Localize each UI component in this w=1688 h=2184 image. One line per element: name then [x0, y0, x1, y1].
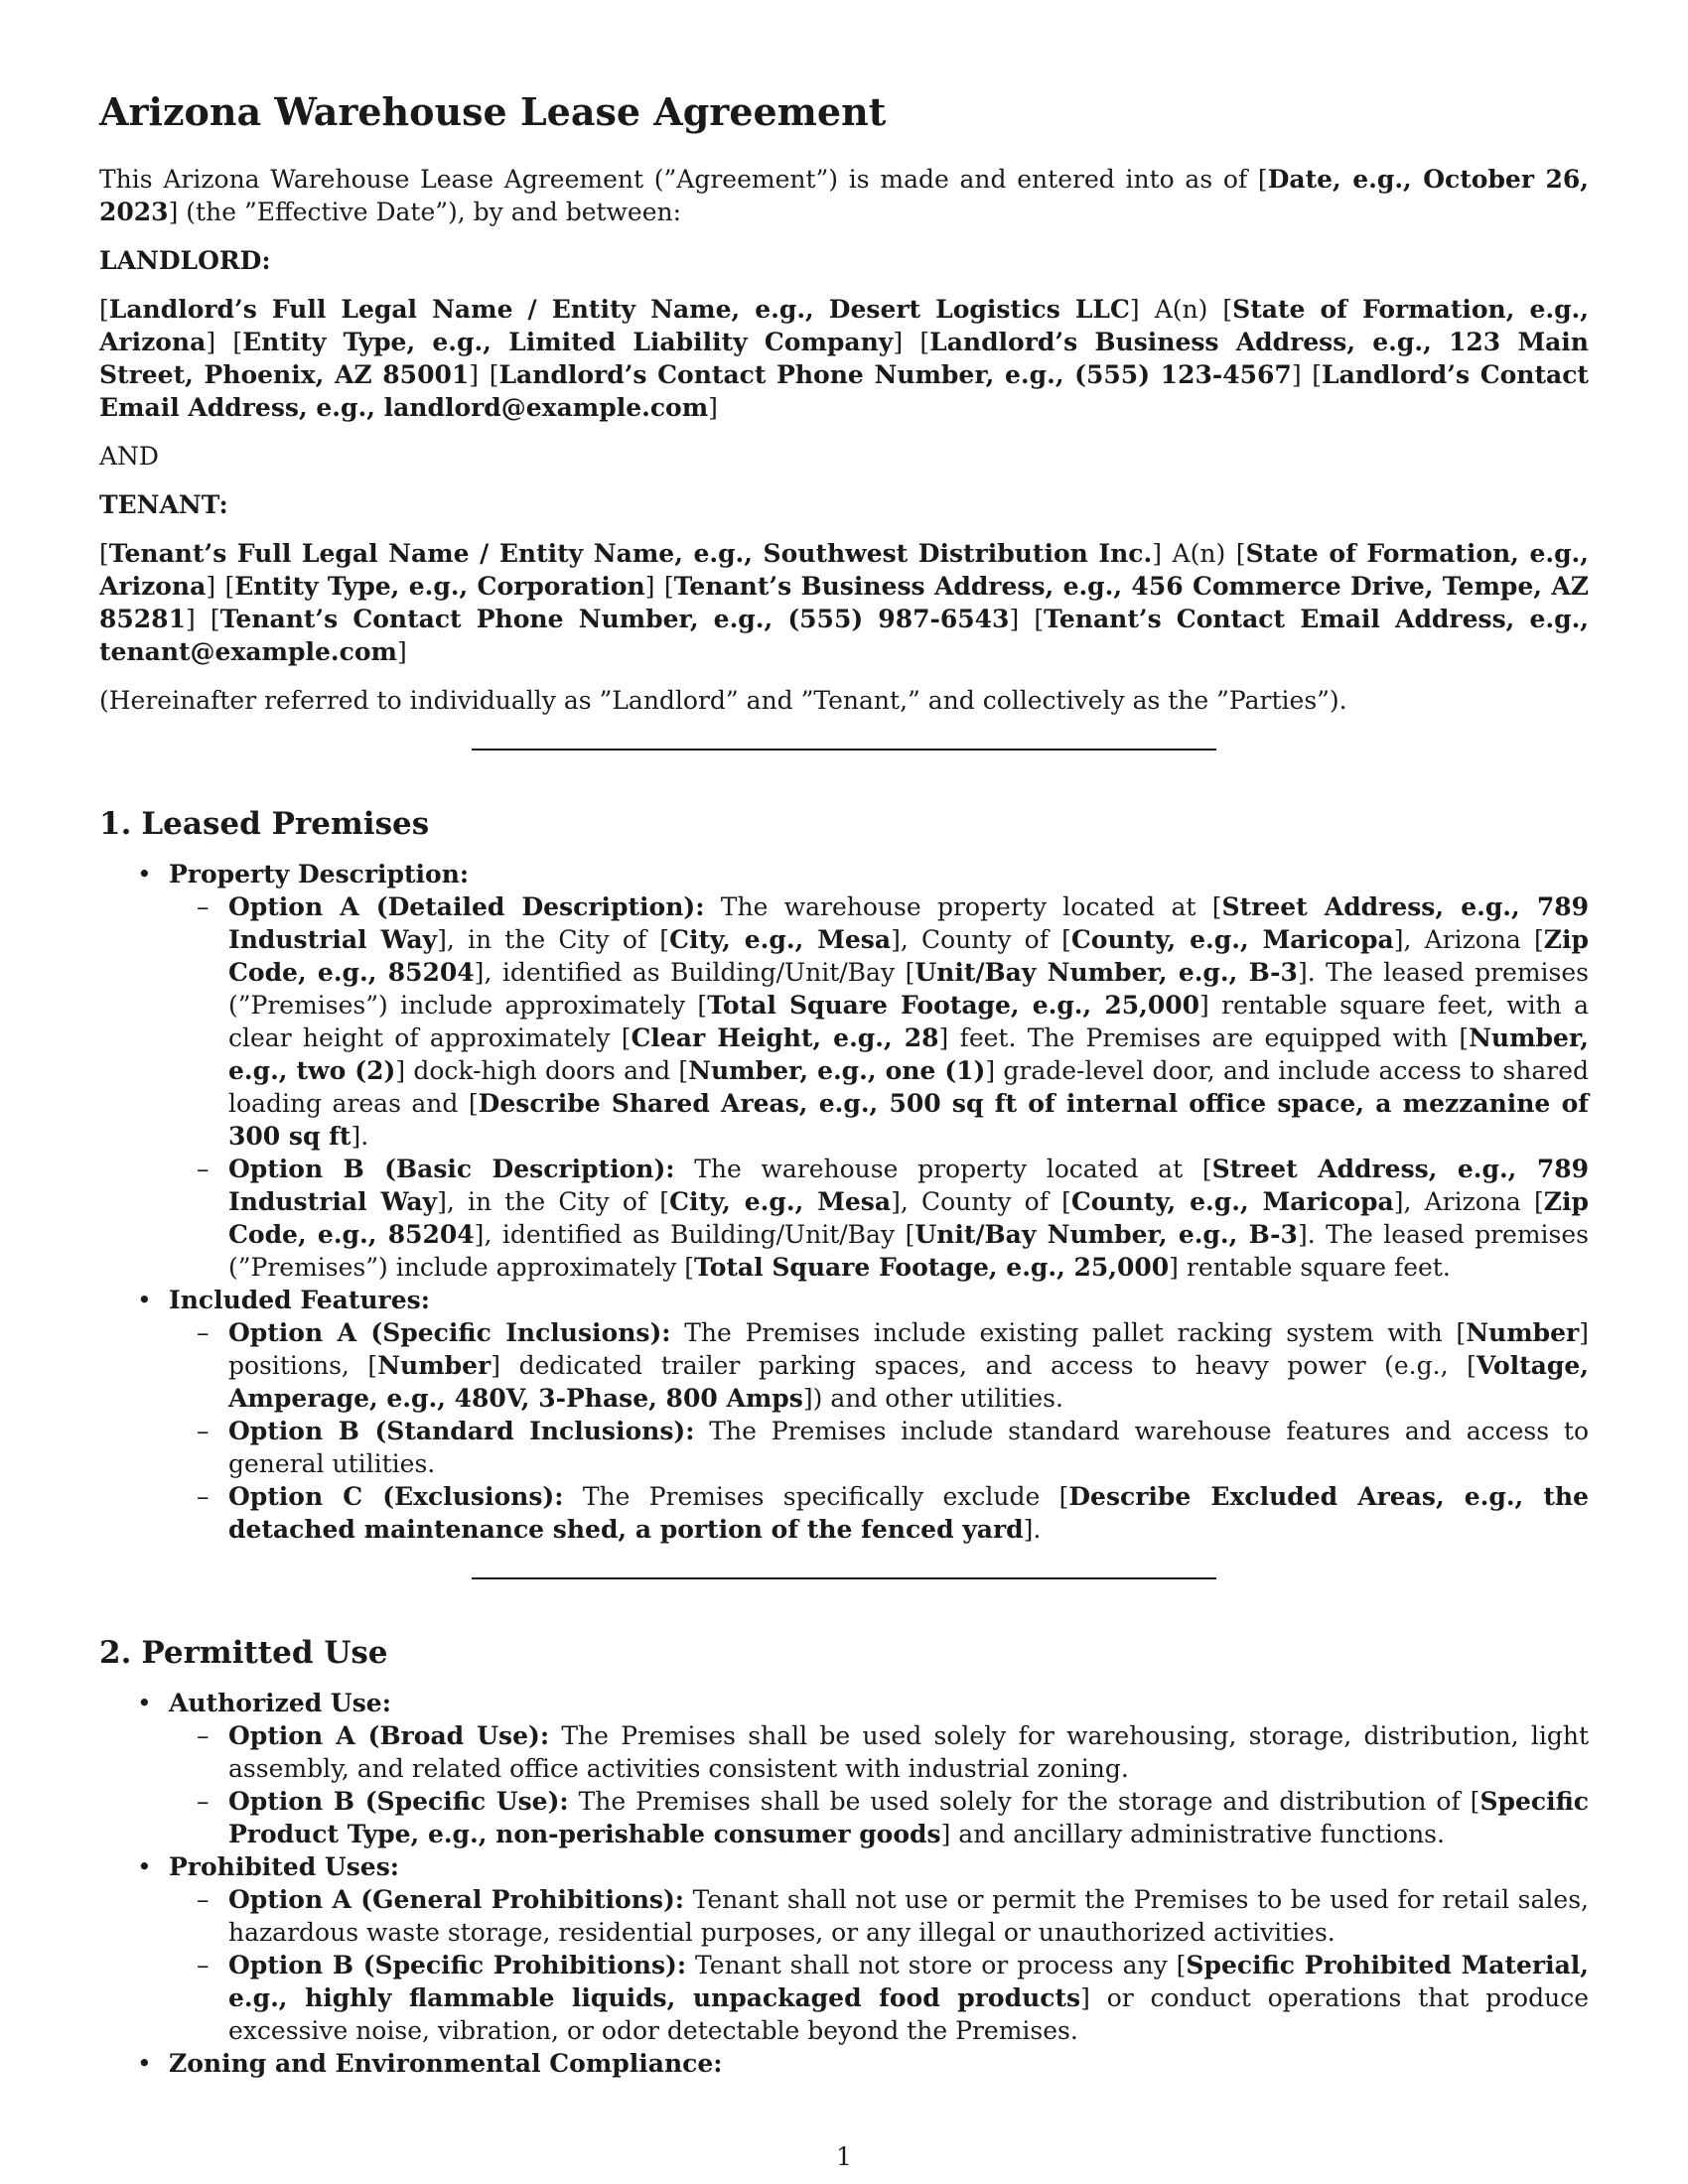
option-list: [169, 890, 1589, 1284]
section-number: 1.: [99, 806, 132, 842]
section-heading: [99, 804, 1589, 844]
option-item: – Option A (General Prohibitions): Tenant shall not use or permit the Premises to be used for retail sales, hazardous waste storage, residential purposes, or any illegal or unauthorized activities.: [169, 1883, 1589, 1949]
tenant-label: TENANT:: [99, 490, 228, 519]
item-heading: • Included Features:: [169, 1286, 430, 1314]
document-title: Arizona Warehouse Lease Agreement: [99, 89, 887, 134]
list-item: [99, 1284, 1589, 1546]
list-item: [99, 2047, 1589, 2080]
option-item: – Option A (Detailed Description): The warehouse property located at [Street Address, e.g., 789 Industrial Way], in the City of [City, e.g., Mesa], County of [County, e.g., Maricopa], Arizona [Zip Code, e.g., 85204], identified as Building/Unit/Bay [Unit/Bay Number, e.g., B-3]. The leased premises (”Premises”) include approximately [Total Square Footage, e.g., 25,000] rentable square feet, with a clear height of approximately [Clear Height, e.g., 28] feet. The Premises are equipped with [Number, e.g., two (2)] dock-high doors and [Number, e.g., one (1)] grade-level door, and include access to shared loading areas and [Describe Shared Areas, e.g., 500 sq ft of internal office space, a mezzanine of 300 sq ft].: [169, 890, 1589, 1153]
item-heading: • Prohibited Uses:: [169, 1852, 400, 1881]
option-list: [169, 1316, 1589, 1546]
section-heading: [99, 1633, 1589, 1673]
section-item-list: [99, 858, 1589, 1546]
section-leased-premises: [99, 804, 1589, 1546]
section-divider: [472, 749, 1216, 751]
section-number: 2.: [99, 1635, 132, 1671]
option-item: – Option A (Specific Inclusions): The Premises include existing pallet racking system with [Number] positions, [Number] dedicated trailer parking spaces, and access to heavy power (e.g., [Voltage, Amperage, e.g., 480V, 3-Phase, 800 Amps]) and other utilities.: [169, 1316, 1589, 1415]
option-list: [169, 1719, 1589, 1850]
option-item: – Option C (Exclusions): The Premises specifically exclude [Describe Excluded Areas, e.g., the detached maintenance shed, a portion of the fenced yard].: [169, 1480, 1589, 1546]
page-number: 1: [836, 2142, 852, 2171]
section-divider: [472, 1577, 1216, 1579]
hereinafter-paragraph: (Hereinafter referred to individually as ”Landlord” and ”Tenant,” and collectively as the ”Parties”).: [99, 686, 1347, 715]
item-heading: • Zoning and Environmental Compliance:: [169, 2049, 723, 2078]
landlord-label: LANDLORD:: [99, 246, 271, 275]
list-item: [99, 1850, 1589, 2047]
and-text: AND: [99, 442, 159, 471]
section-title: Permitted Use: [141, 1635, 388, 1671]
option-item: – Option B (Specific Use): The Premises shall be used solely for the storage and distribution of [Specific Product Type, e.g., non-perishable consumer goods] and ancillary administrative functions.: [169, 1785, 1589, 1850]
tenant-block: [Tenant’s Full Legal Name / Entity Name, e.g., Southwest Distribution Inc.] A(n) [State of Formation, e.g., Arizona] [Entity Type, e.g., Corporation] [Tenant’s Business Address, e.g., 456 Commerce Drive, Tempe, AZ 85281] [Tenant’s Contact Phone Number, e.g., (555) 987-6543] [Tenant’s Contact Email Address, e.g., tenant@example.com]: [99, 539, 1589, 666]
option-item: – Option B (Basic Description): The warehouse property located at [Street Address, e.g., 789 Industrial Way], in the City of [City, e.g., Mesa], County of [County, e.g., Maricopa], Arizona [Zip Code, e.g., 85204], identified as Building/Unit/Bay [Unit/Bay Number, e.g., B-3]. The leased premises (”Premises”) include approximately [Total Square Footage, e.g., 25,000] rentable square feet.: [169, 1153, 1589, 1284]
section-item-list: [99, 1687, 1589, 2080]
list-item: [99, 858, 1589, 1284]
option-item: – Option B (Specific Prohibitions): Tenant shall not store or process any [Specific Prohibited Material, e.g., highly flammable liquids, unpackaged food products] or conduct operations that produce excessive noise, vibration, or odor detectable beyond the Premises.: [169, 1949, 1589, 2047]
section-permitted-use: [99, 1633, 1589, 2080]
intro-paragraph: This Arizona Warehouse Lease Agreement (”Agreement”) is made and entered into as of [Date, e.g., October 26, 2023] (the ”Effective Date”), by and between:: [99, 165, 1589, 226]
landlord-block: [Landlord’s Full Legal Name / Entity Name, e.g., Desert Logistics LLC] A(n) [State of Formation, e.g., Arizona] [Entity Type, e.g., Limited Liability Company] [Landlord’s Business Address, e.g., 123 Main Street, Phoenix, AZ 85001] [Landlord’s Contact Phone Number, e.g., (555) 123-4567] [Landlord’s Contact Email Address, e.g., landlord@example.com]: [99, 295, 1589, 422]
document-page: [99, 79, 1589, 2080]
option-item: – Option B (Standard Inclusions): The Premises include standard warehouse features and access to general utilities.: [169, 1415, 1589, 1480]
option-item: – Option A (Broad Use): The Premises shall be used solely for warehousing, storage, distribution, light assembly, and related office activities consistent with industrial zoning.: [169, 1719, 1589, 1785]
section-title: Leased Premises: [141, 806, 430, 842]
list-item: [99, 1687, 1589, 1850]
item-heading: • Authorized Use:: [169, 1689, 391, 1717]
option-list: [169, 1883, 1589, 2047]
item-heading: • Property Description:: [169, 860, 470, 888]
